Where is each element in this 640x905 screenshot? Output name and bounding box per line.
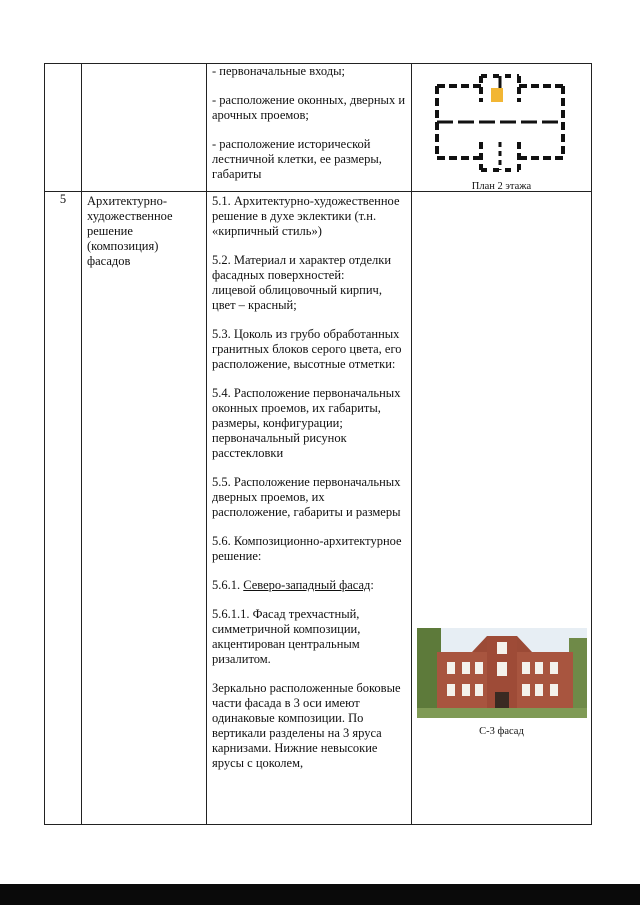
- row-description-cell: [207, 192, 412, 825]
- row-number-cell: 5: [45, 192, 82, 825]
- paragraph: 5.6.1.1. Фасад трехчастный, симметричной композиции, акцентирован центральным ризалитом.: [212, 607, 361, 666]
- monument-description-table: [44, 63, 592, 825]
- building-facade-photo: [417, 628, 587, 718]
- paragraph-text: 5.4. Расположение первоначальных оконных проемов, их габариты, размеры, конфигурации;: [212, 386, 401, 430]
- underlined-heading: Северо-западный фасад: [243, 578, 371, 592]
- list-item: - первоначальные входы;: [212, 64, 346, 78]
- paragraph: Зеркально расположенные боковые части фасада в 3 оси имеют одинаковые композиции. По вертикали разделены на 3 яруса карнизами. Нижние невысокие ярусы с цоколем,: [212, 681, 401, 770]
- list-item: - расположение оконных, дверных и арочных проемов;: [212, 93, 406, 122]
- list-item: - расположение исторической лестничной клетки, ее размеры, габариты: [212, 137, 382, 181]
- paragraph: [212, 386, 406, 461]
- row-image-cell: [412, 192, 592, 825]
- row-title: Архитектурно-художественное решение (композиция) фасадов: [87, 194, 173, 268]
- row-number-cell: [45, 64, 82, 192]
- staircase-highlight: [491, 88, 503, 102]
- paragraph-text: 5.2. Материал и характер отделки фасадных поверхностей:: [212, 253, 392, 282]
- paragraph: 5.5. Расположение первоначальных дверных проемов, их расположение, габариты и размеры: [212, 475, 401, 519]
- paragraph: 5.6. Композиционно-архитектурное решение:: [212, 534, 402, 563]
- paragraph: [212, 253, 406, 313]
- floor-plan-diagram: [429, 72, 571, 172]
- row-image-cell: [412, 64, 592, 192]
- table-row: [45, 64, 592, 192]
- paragraph-text: :: [370, 578, 374, 592]
- paragraph: 5.1. Архитектурно-художественное решение в духе эклектики (т.н. «кирпичный стиль»): [212, 194, 400, 238]
- paragraph: [212, 578, 406, 593]
- table-row: [45, 192, 592, 825]
- row-title-cell: [82, 64, 207, 192]
- paragraph: 5.3. Цоколь из грубо обработанных гранитных блоков серого цвета, его расположение, высотные отметки:: [212, 327, 402, 371]
- paragraph-text: первоначальный рисунок расстекловки: [212, 431, 347, 460]
- photo-caption: С-3 фасад: [479, 726, 524, 737]
- plan-caption: План 2 этажа: [471, 181, 532, 192]
- paragraph-text: лицевой облицовочный кирпич, цвет – красный;: [212, 283, 382, 312]
- row-description-cell: [207, 64, 412, 192]
- row-title-cell: [82, 192, 207, 825]
- paragraph-text: 5.6.1.: [212, 578, 244, 592]
- scan-bottom-edge: [0, 884, 640, 905]
